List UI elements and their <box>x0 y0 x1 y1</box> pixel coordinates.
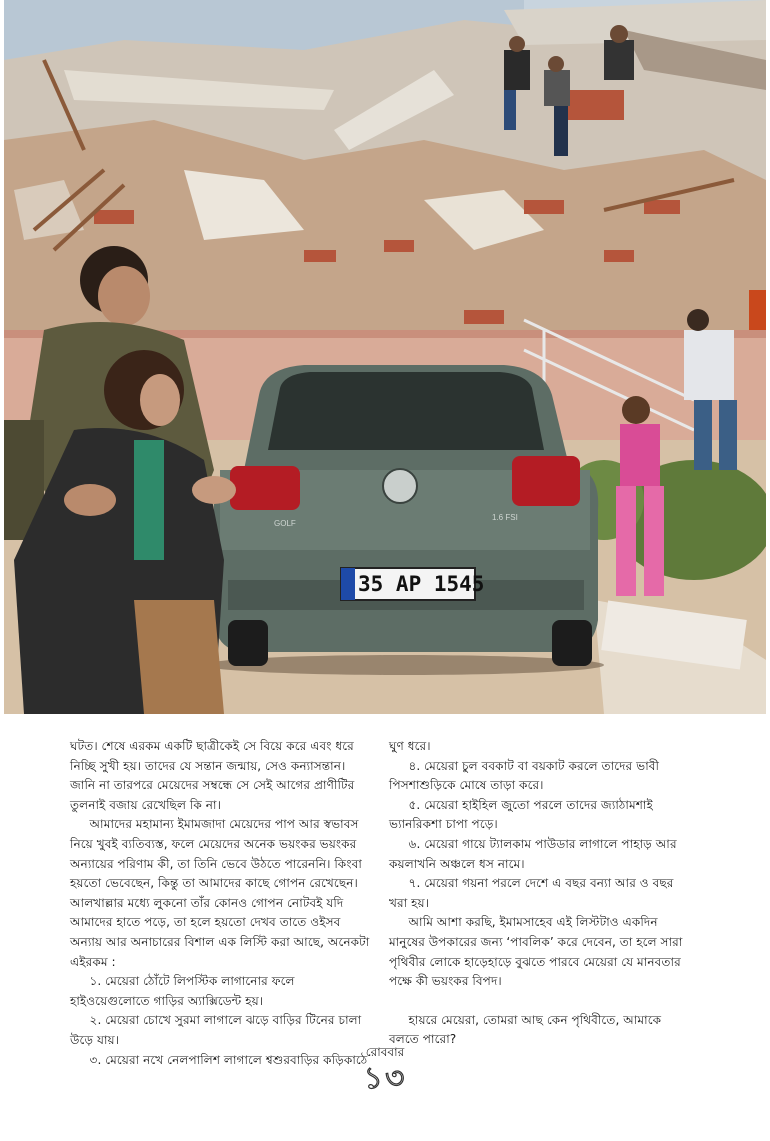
article-paragraph: আমাদের মহামান্য ইমামজাদা মেয়েদের পাপ আর স্বভাবস নিয়ে খুবই ব্যতিব্যস্ত, ফলে মেয়েদের অনেক ভয়ংকর ভয়ংকর অন্যায়ের পরিণাম কী, তা তিনি ভেবে উঠতে পারেননি। কিংবা হয়তো ভেবেছেন, কিন্তু তা আমাদের কাছে গোপন রেখেছেন। আলখাল্লার মধ্যে লুকনো তাঁর কোনও গোপন নোটবই যদি আমাদের হাতে পড়ে, তা হলে হয়তো দেখব তাতে ওইসব অন্যায় আর অনাচারের বিশাল এক লিস্টি করা আছে, অনেকটা এইরকম : <box>70 817 370 969</box>
car-model-badge: GOLF <box>274 519 296 528</box>
list-item: ৩. মেয়েরা নখে নেলপালিশ লাগালে শ্বশুরবাড়ির কড়িকাঠে <box>89 1052 368 1067</box>
license-plate-text: 35 AP 1545 <box>358 572 485 596</box>
article-column-right <box>389 737 689 1050</box>
article-closing-paragraph: হায়রে মেয়েরা, তোমরা আছ কেন পৃথিবীতে, আমাকে বলতে পারো? <box>389 1012 662 1047</box>
list-item: ৫. মেয়েরা হাইহিল জুতো পরলে তাদের জ্যাঠামশাই ভ্যানরিকশা চাপা পড়ে। <box>389 797 653 832</box>
page-number: ১৩ <box>363 1061 407 1096</box>
list-item: ১. মেয়েরা ঠোঁটে লিপস্টিক লাগানোর ফলে হাইওয়েগুলোতে গাড়ির অ্যাক্সিডেন্ট হয়। <box>70 974 295 1008</box>
article-paragraph: আমি আশা করছি, ইমামসাহেব এই লিস্টটাও একদিন মানুষের উপকারের জন্য ‘পাবলিক’ করে দেবেন, তা হলে সারা পৃথিবীর লোকে হাড়েহাড়ে বুঝতে পারবে মেয়েরা যে মানবতার পক্ষে কী ভয়ংকর বিপদ। <box>389 915 683 989</box>
list-item: ৬. মেয়েরা গায়ে ট্যালকাম পাউডার লাগালে পাহাড় আর কয়লাখনি অঞ্চলে ধস নামে। <box>389 836 677 871</box>
car-engine-badge: 1.6 FSI <box>492 513 518 522</box>
article-paragraph: ঘটত। শেষে এরকম একটি ছাত্রীকেই সে বিয়ে করে এবং ধরে নিচ্ছি সুখী হয়। তাদের যে সন্তান জন্মায়, সেও কন্যাসন্তান। জানি না তারপরে মেয়েদের সম্বন্ধে সে সেই আগের প্রাণীটির তুলনাই বজায় রেখেছিল কি না। <box>70 739 355 812</box>
list-item: ৭. মেয়েরা গয়না পরলে দেশে এ বছর বন্যা আর ও বছর খরা হয়। <box>389 876 674 910</box>
earthquake-photo <box>4 0 766 714</box>
list-item: ৪. মেয়েরা চুল ববকাট বা বয়কাট করলে তাদের ভাবী পিসশাশুড়িকে মোষে তাড়া করে। <box>389 758 659 793</box>
magazine-name: রোববার <box>365 1045 405 1059</box>
list-item: ২. মেয়েরা চোখে সুরমা লাগালে ঝড়ে বাড়ির টিনের চালা উড়ে যায়। <box>70 1013 362 1047</box>
article-column-left <box>70 737 370 1070</box>
list-item: ঘুণ ধরে। <box>389 739 431 753</box>
